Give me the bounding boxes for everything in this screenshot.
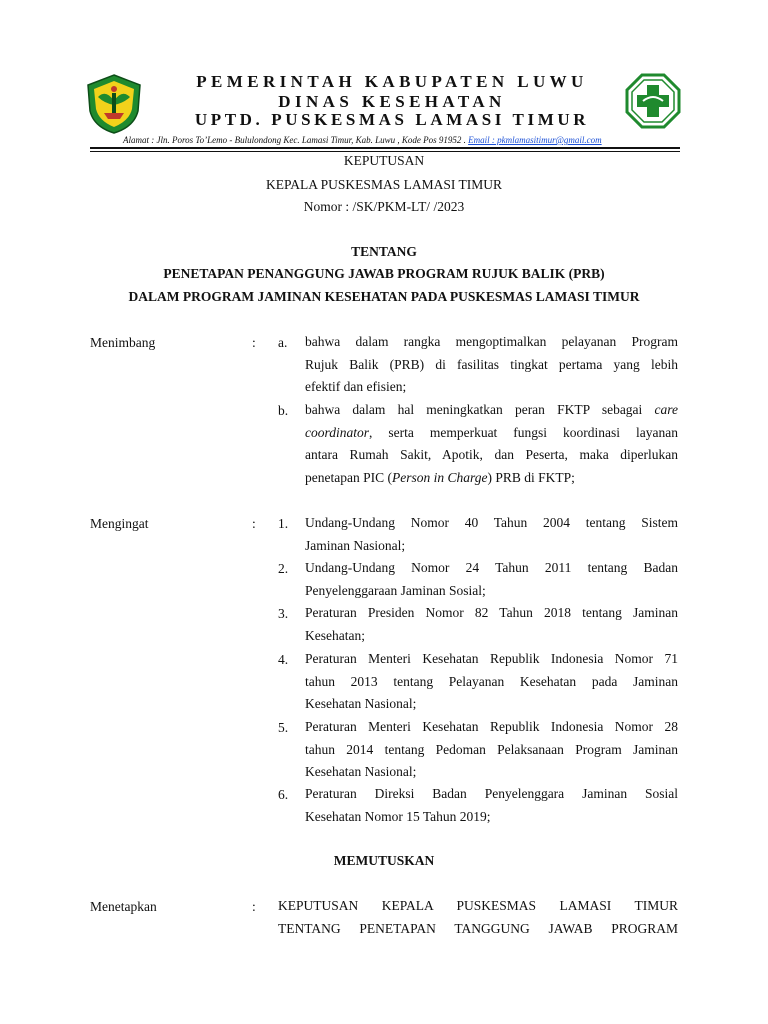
text-line [305,399,678,422]
decree-authority: KEPALA PUSKESMAS LAMASI TIMUR [266,177,502,192]
mengingat-3-text [305,602,678,647]
mengingat-6-text [305,783,678,828]
mengingat-1-marker: 1. [278,516,289,531]
text-line: Kesehatan Nasional; [305,696,417,711]
text-line: efektif dan efisien; [305,379,407,394]
italic-term: Person in Charge [391,469,488,485]
text-line: Peraturan Menteri Kesehatan Republik Indonesia Nomor 71 [305,651,678,666]
letterhead-rule-thick [90,147,680,149]
menetapkan-label: Menetapkan [90,899,157,914]
menetapkan-colon: : [252,899,256,914]
menimbang-colon: : [252,335,256,350]
mengingat-6-marker: 6. [278,787,289,802]
subject-line-2: DALAM PROGRAM JAMINAN KESEHATAN PADA PUSKESMAS LAMASI TIMUR [128,289,640,304]
text-line: Peraturan Presiden Nomor 82 Tahun 2018 tentang Jaminan [305,605,678,620]
mengingat-2-marker: 2. [278,561,289,576]
menetapkan-text [278,895,678,940]
mengingat-label: Mengingat [90,516,149,531]
mengingat-1-text [305,512,678,557]
italic-term: coordinator [305,424,369,440]
text-line: bahwa dalam rangka mengoptimalkan pelayanan Program [305,334,678,349]
puskesmas-cross-icon [625,73,681,129]
menimbang-a-marker: a. [278,335,288,350]
letterhead-institution: UPTD. PUSKESMAS LAMASI TIMUR [194,110,590,129]
mengingat-2-text [305,557,678,602]
mengingat-5-text [305,716,678,784]
letterhead-rule-thin [90,151,680,152]
decree-title: KEPUTUSAN [343,153,425,168]
text-line [305,467,678,490]
text-run: penetapan PIC ( [305,469,392,485]
memutuskan-heading: MEMUTUSKAN [333,853,435,868]
tentang-heading: TENTANG [351,244,417,259]
text-line: Peraturan Direksi Badan Penyelenggara Jaminan Sosial [305,786,678,801]
menimbang-b-text [305,399,678,489]
text-line: KEPUTUSAN KEPALA PUSKESMAS LAMASI TIMUR [278,898,678,913]
mengingat-colon: : [252,516,256,531]
text-line: tahun 2014 tentang Pedoman Pelaksanaan Program Jaminan [305,741,678,757]
text-run: ) PRB di FKTP; [487,469,575,485]
text-line [305,422,678,445]
italic-term: care [654,402,679,417]
mengingat-5-marker: 5. [278,720,289,735]
mengingat-3-marker: 3. [278,606,289,621]
text-line: Undang-Undang Nomor 24 Tahun 2011 tentang Badan [305,560,678,575]
decree-number: Nomor : /SK/PKM-LT/ /2023 [303,199,465,214]
letterhead-address [123,135,602,145]
text-run: bahwa dalam hal meningkatkan peran FKTP sebagai [305,402,643,417]
subject-line-1: PENETAPAN PENANGGUNG JAWAB PROGRAM RUJUK BALIK (PRB) [163,266,605,281]
text-line: Rujuk Balik (PRB) di fasilitas tingkat pertama yang lebih [305,356,678,372]
mengingat-4-marker: 4. [278,652,289,667]
text-line: Kesehatan Nomor 15 Tahun 2019; [305,808,491,824]
text-line: tahun 2013 tentang Pelayanan Kesehatan pada Jaminan [305,673,678,689]
text-run: , serta memperkuat fungsi koordinasi layanan [369,424,678,440]
menimbang-b-marker: b. [278,403,289,418]
mengingat-4-text [305,648,678,716]
text-line: Kesehatan; [305,627,365,643]
text-line: Jaminan Nasional; [305,537,406,553]
text-line: antara Rumah Sakit, Apotik, dan Peserta, maka diperlukan [305,447,678,462]
text-line: Penyelenggaraan Jaminan Sosial; [305,582,486,598]
email-link[interactable]: Email : pkmlamasitimur@gmail.com [468,135,602,145]
address-text: Alamat : Jln. Poros To’Lemo - Bululondong Kec. Lamasi Timur, Kab. Luwu , Kode Pos 91952 . [123,135,469,145]
letterhead-government: PEMERINTAH KABUPATEN LUWU [196,72,588,91]
text-line: Peraturan Menteri Kesehatan Republik Indonesia Nomor 28 [305,719,678,734]
letterhead-department: DINAS KESEHATAN [278,92,506,111]
menimbang-label: Menimbang [90,335,156,350]
text-line: TENTANG PENETAPAN TANGGUNG JAWAB PROGRAM [278,920,678,936]
text-line: Kesehatan Nasional; [305,764,417,779]
menimbang-a-text [305,331,678,399]
text-line: Undang-Undang Nomor 40 Tahun 2004 tentang Sistem [305,515,678,530]
